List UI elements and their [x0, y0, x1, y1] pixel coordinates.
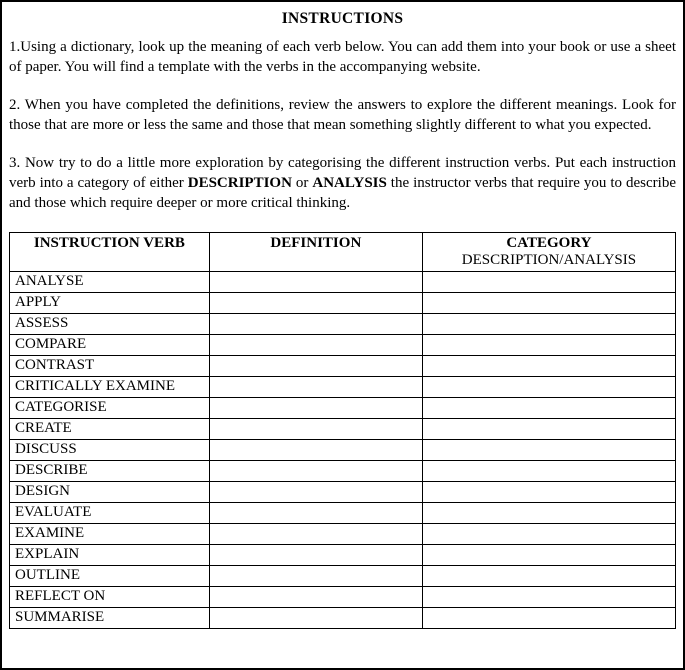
table-row	[10, 607, 676, 628]
instruction-paragraph-1: 1.Using a dictionary, look up the meaning of each verb below. You can add them into your book or use a sheet of paper. You will find a template with the verbs in the accompanying website.	[9, 39, 676, 75]
paragraph-3-bold-description: DESCRIPTION	[187, 174, 292, 191]
category-cell	[422, 544, 675, 565]
table-row	[10, 376, 676, 397]
table-row	[10, 313, 676, 334]
verb-cell: DISCUSS	[10, 439, 210, 460]
verb-cell: ASSESS	[10, 313, 210, 334]
table-row	[10, 523, 676, 544]
category-cell	[422, 271, 675, 292]
category-cell	[422, 292, 675, 313]
definition-cell	[209, 586, 422, 607]
instruction-verb-table	[9, 232, 676, 629]
verb-cell: COMPARE	[10, 334, 210, 355]
table-row	[10, 439, 676, 460]
category-cell	[422, 607, 675, 628]
category-cell	[422, 418, 675, 439]
definition-cell	[209, 376, 422, 397]
paragraph-3-bold-analysis: ANALYSIS	[312, 174, 387, 191]
table-row	[10, 460, 676, 481]
definition-cell	[209, 607, 422, 628]
category-cell	[422, 439, 675, 460]
definition-cell	[209, 565, 422, 586]
paragraph-3-text-start: 3. Now try to do a little more exploration by categorising the different instruction verbs. Put each instruction verb into a category of either	[9, 154, 676, 191]
table-row	[10, 271, 676, 292]
category-cell	[422, 397, 675, 418]
verb-cell: REFLECT ON	[10, 586, 210, 607]
definition-cell	[209, 544, 422, 565]
definition-cell	[209, 334, 422, 355]
instruction-paragraph-2: 2. When you have completed the definitions, review the answers to explore the different meanings. Look for those that are more or less the same and those that mean something slightly different to what you expected.	[9, 96, 676, 133]
instruction-paragraph-3	[9, 154, 676, 214]
header-category-title: CATEGORY	[506, 234, 592, 251]
category-cell	[422, 502, 675, 523]
table-row	[10, 292, 676, 313]
definition-cell	[209, 418, 422, 439]
header-definition: DEFINITION	[209, 232, 422, 271]
header-category	[422, 232, 675, 271]
category-cell	[422, 565, 675, 586]
category-cell	[422, 481, 675, 502]
header-instruction-verb: INSTRUCTION VERB	[10, 232, 210, 271]
definition-cell	[209, 502, 422, 523]
table-header-row	[10, 232, 676, 271]
verb-cell: DESIGN	[10, 481, 210, 502]
table-row	[10, 565, 676, 586]
category-cell	[422, 376, 675, 397]
table-row	[10, 418, 676, 439]
verb-cell: APPLY	[10, 292, 210, 313]
table-row	[10, 481, 676, 502]
table-row	[10, 544, 676, 565]
definition-cell	[209, 439, 422, 460]
header-category-subtitle: DESCRIPTION/ANALYSIS	[461, 251, 637, 268]
category-cell	[422, 313, 675, 334]
category-cell	[422, 334, 675, 355]
paragraph-3-text-or: or	[291, 174, 313, 191]
verb-cell: ANALYSE	[10, 271, 210, 292]
table-row	[10, 355, 676, 376]
definition-cell	[209, 397, 422, 418]
verb-cell: EVALUATE	[10, 502, 210, 523]
category-cell	[422, 523, 675, 544]
table-row	[10, 502, 676, 523]
verb-cell: EXPLAIN	[10, 544, 210, 565]
definition-cell	[209, 271, 422, 292]
definition-cell	[209, 481, 422, 502]
page-title: INSTRUCTIONS	[281, 10, 404, 27]
verb-cell: OUTLINE	[10, 565, 210, 586]
category-cell	[422, 355, 675, 376]
verb-table-body	[10, 271, 676, 628]
verb-cell: CRITICALLY EXAMINE	[10, 376, 210, 397]
category-cell	[422, 586, 675, 607]
definition-cell	[209, 292, 422, 313]
definition-cell	[209, 355, 422, 376]
verb-cell: DESCRIBE	[10, 460, 210, 481]
definition-cell	[209, 313, 422, 334]
verb-cell: CATEGORISE	[10, 397, 210, 418]
verb-cell: CREATE	[10, 418, 210, 439]
verb-cell: EXAMINE	[10, 523, 210, 544]
table-row	[10, 334, 676, 355]
definition-cell	[209, 523, 422, 544]
definition-cell	[209, 460, 422, 481]
verb-cell: CONTRAST	[10, 355, 210, 376]
paragraph-3-text-end: the instructor verbs that require you to describe and those which require deeper or more critical thinking.	[9, 174, 676, 211]
table-row	[10, 586, 676, 607]
verb-cell: SUMMARISE	[10, 607, 210, 628]
table-row	[10, 397, 676, 418]
category-cell	[422, 460, 675, 481]
